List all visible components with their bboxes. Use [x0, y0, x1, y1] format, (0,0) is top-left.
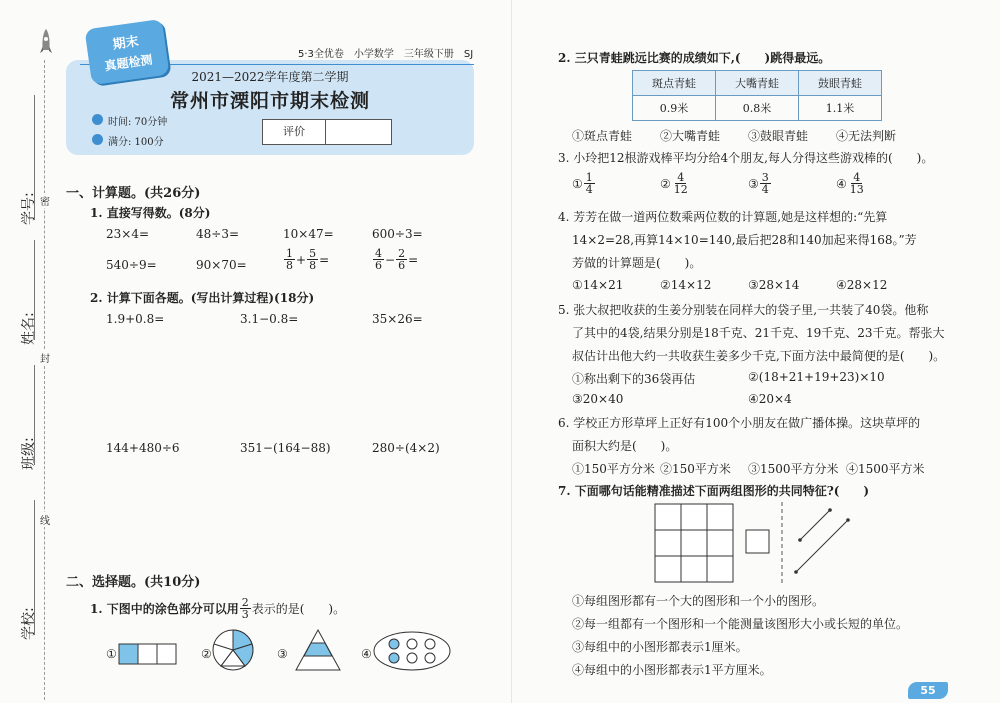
calc-item: 10×47= [283, 227, 334, 241]
option: ②(18+21+19+23)×10 [748, 370, 885, 384]
q2-title: 2. 计算下面各题。(写出计算过程)(18分) [90, 291, 315, 305]
student-no-label: 学号: [21, 192, 37, 225]
r-q2-text: 2. 三只青蛙跳远比赛的成绩如下,( )跳得最远。 [558, 51, 831, 65]
fraction-option: ① $\frac{1}{4}$ [572, 171, 593, 196]
circles-in-oval-figure [372, 630, 452, 672]
option: ③鼓眼青蛙 [748, 129, 809, 143]
evaluation-box [262, 119, 392, 145]
fraction-option: ③ $\frac{3}{4}$ [748, 171, 769, 196]
name-label: 姓名: [21, 312, 37, 345]
badge-line2: 真题检测 [103, 52, 154, 74]
calc-item: 90×70= [196, 258, 247, 272]
calc-item: 351−(164−88) [240, 441, 331, 455]
r-q6-line: 面积大约是( )。 [572, 439, 678, 453]
calc-item: 35×26= [372, 312, 423, 326]
section-2-title: 二、选择题。(共10分) [66, 575, 201, 590]
shaded-triangle-figure [294, 628, 342, 672]
option: ①称出剩下的36袋再估 [572, 372, 696, 386]
q1-title: 1. 直接写得数。(8分) [90, 206, 211, 220]
table-cell: 0.9米 [633, 96, 716, 121]
option: ②150平方米 [660, 462, 731, 476]
option: ①150平方分米 [572, 462, 655, 476]
option: ④28×12 [836, 278, 888, 292]
option-label: ③ [277, 647, 288, 661]
table-header-cell: 鼓眼青蛙 [799, 71, 882, 96]
r-q7-text: 7. 下面哪句话能精准描述下面两组图形的共同特征?( ) [558, 484, 870, 498]
seal-char: 线 [40, 512, 50, 527]
student-no-line [34, 95, 35, 220]
calc-item: 600÷3= [372, 227, 423, 241]
page-gutter [511, 0, 512, 703]
option: ④20×4 [748, 392, 792, 406]
exam-title: 常州市溧阳市期末检测 [169, 90, 370, 112]
r-q4-line: 14×2=28,再算14×10=140,最后把28和140加起来得168。”芳 [572, 233, 917, 247]
badge-line1: 期末 [111, 34, 140, 53]
s2-q1-text: 1. 下图中的涂色部分可以用 $\frac{2}{3}$ 表示的是( )。 [90, 596, 346, 621]
r-q4-line: 4. 芳芳在做一道两位数乘两位数的计算题,她是这样想的:“先算 [558, 210, 888, 224]
option: ②14×12 [660, 278, 712, 292]
option: ④无法判断 [836, 129, 897, 143]
option: ③每组中的小图形都表示1厘米。 [572, 640, 748, 654]
r-q4-line: 芳做的计算题是( )。 [572, 256, 702, 270]
seal-char: 封 [40, 350, 50, 365]
calc-item: 280÷(4×2) [372, 441, 440, 455]
r-q3-text: 3. 小玲把12根游戏棒平均分给4个朋友,每人分得这些游戏棒的( )。 [558, 151, 934, 165]
r-q5-line: 了其中的4袋,结果分别是18千克、21千克、19千克、23千克。帮张大 [572, 326, 945, 340]
class-label: 班级: [21, 437, 37, 470]
option: ①每组图形都有一个大的图形和一个小的图形。 [572, 594, 825, 608]
section-1-title: 一、计算题。(共26分) [66, 186, 201, 201]
series-text: 5·3全优卷 小学数学 三年级下册 SJ [298, 49, 474, 60]
fraction-option: ④ $\frac{4}{13}$ [836, 171, 864, 196]
r-q5-line: 叔估计出他大约一共收获生姜多少千克,下面方法中最简便的是( )。 [572, 349, 946, 363]
binding-dashed-line [44, 60, 45, 700]
option-label: ① [106, 647, 117, 661]
frog-table [632, 70, 882, 121]
option: ②大嘴青蛙 [660, 129, 721, 143]
rocket-icon [38, 28, 54, 58]
q7-figure-group [650, 502, 860, 584]
option: ①斑点青蛙 [572, 129, 633, 143]
shaded-rectangle-figure [118, 642, 178, 666]
option: ④每组中的小图形都表示1平方厘米。 [572, 663, 772, 677]
calc-item: 1.9+0.8= [106, 312, 165, 326]
option-label: ④ [361, 647, 372, 661]
school-label: 学校: [21, 607, 37, 640]
exam-time: 时间: 70分钟 [108, 117, 168, 128]
fraction-option: ② $\frac{4}{12}$ [660, 171, 688, 196]
class-line [34, 365, 35, 465]
clock-icon [92, 114, 103, 125]
school-line [34, 500, 35, 635]
table-header-cell: 斑点青蛙 [633, 71, 716, 96]
page-number: 55 [908, 682, 948, 699]
option: ①14×21 [572, 278, 624, 292]
table-header-cell: 大嘴青蛙 [716, 71, 799, 96]
r-q5-line: 5. 张大叔把收获的生姜分别装在同样大的袋子里,一共装了40袋。他称 [558, 303, 929, 317]
fraction-expression: $\frac{4}{6}$ − $\frac{2}{6}$ = [375, 247, 419, 272]
calc-item: 3.1−0.8= [240, 312, 299, 326]
r-q6-line: 6. 学校正方形草坪上正好有100个小朋友在做广播体操。这块草坪的 [558, 416, 921, 430]
exam-year: 2021—2022学年度第二学期 [191, 70, 349, 84]
evaluation-label: 评价 [263, 120, 326, 144]
calc-item: 540÷9= [106, 258, 157, 272]
exam-score: 满分: 100分 [108, 137, 164, 148]
fraction-expression: $\frac{1}{8}$ + $\frac{5}{8}$ = [286, 247, 330, 272]
option-label: ② [201, 647, 212, 661]
option: ③20×40 [572, 392, 624, 406]
check-icon [92, 134, 103, 145]
calc-item: 48÷3= [196, 227, 240, 241]
option: ③28×14 [748, 278, 800, 292]
calc-item: 144+480÷6 [106, 441, 180, 455]
table-cell: 0.8米 [716, 96, 799, 121]
calc-item: 23×4= [106, 227, 150, 241]
option: ③1500平方分米 [748, 462, 839, 476]
seal-char: 密 [40, 193, 50, 208]
name-line [34, 240, 35, 340]
shaded-circle-figure [211, 628, 255, 672]
table-cell: 1.1米 [799, 96, 882, 121]
option: ④1500平方米 [846, 462, 925, 476]
option: ②每一组都有一个图形和一个能测量该图形大小或长短的单位。 [572, 617, 909, 631]
evaluation-blank[interactable] [326, 120, 391, 144]
